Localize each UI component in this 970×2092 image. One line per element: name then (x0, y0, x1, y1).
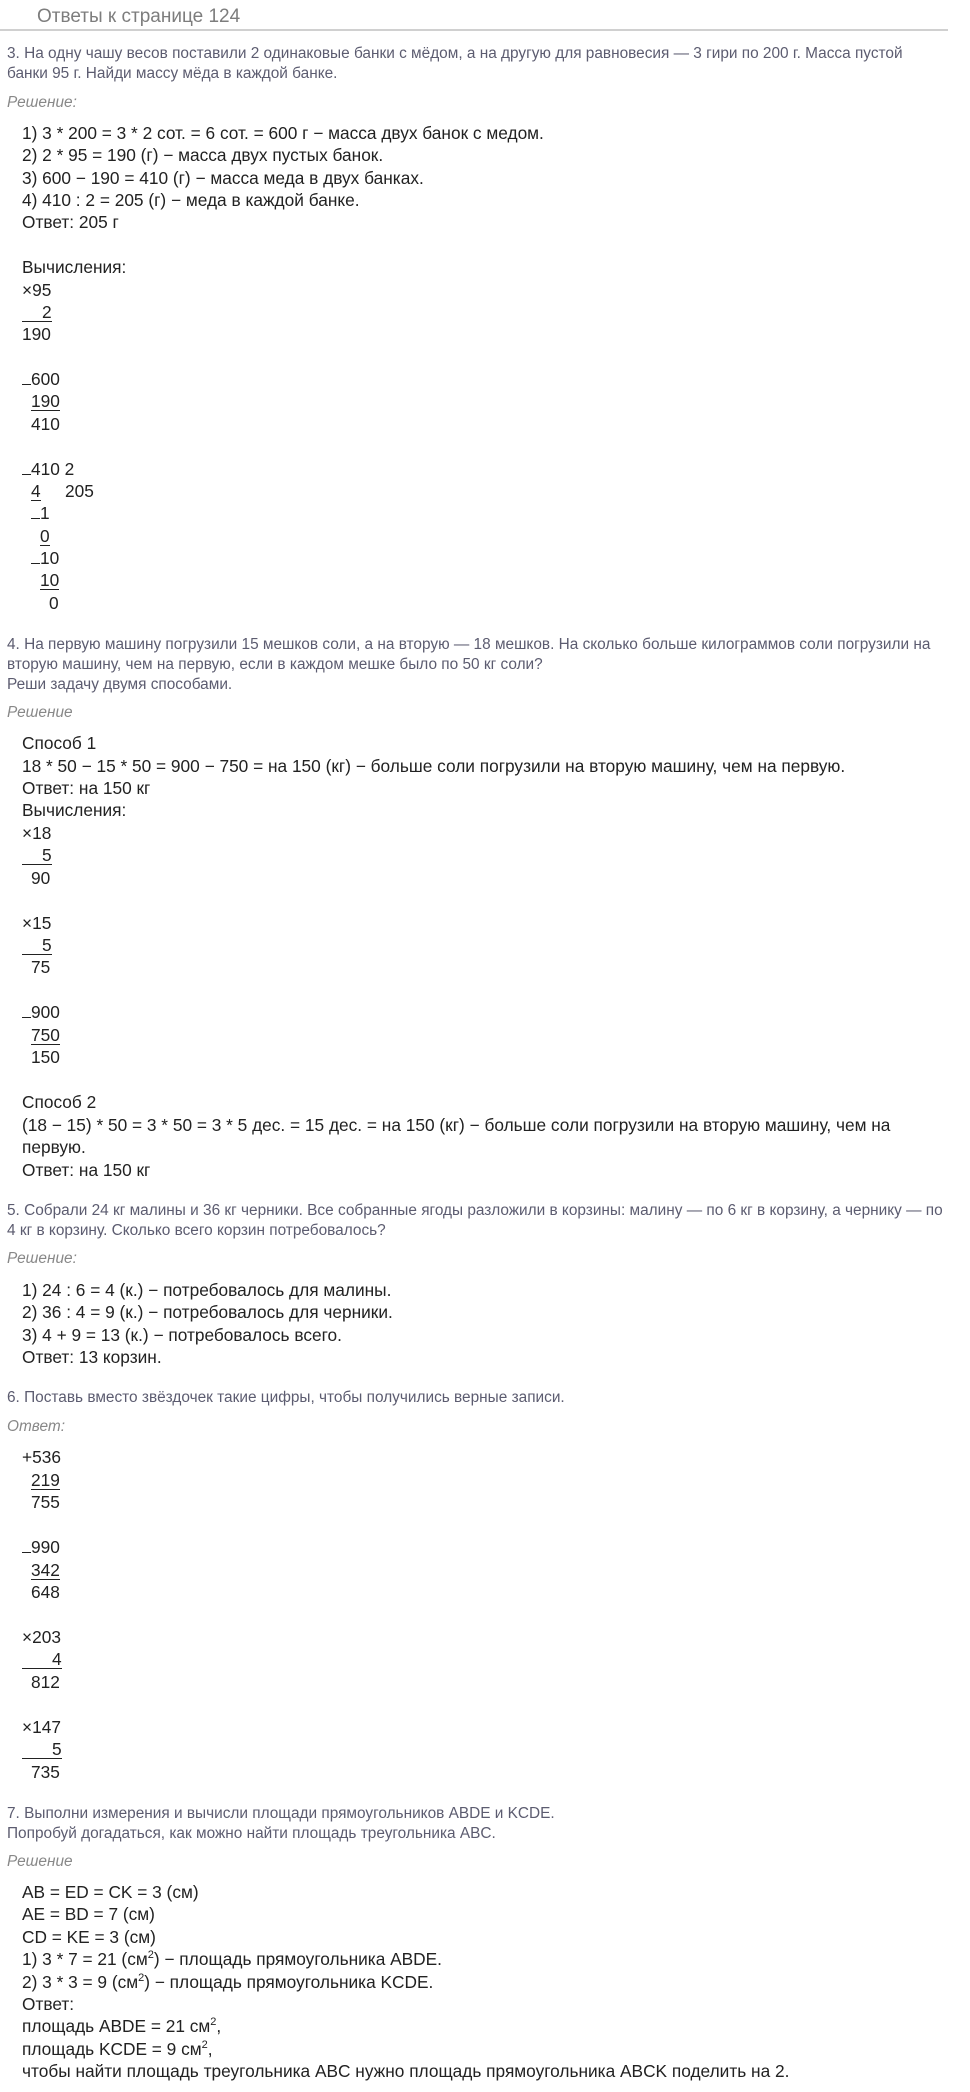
task-3-step-4: 4) 410 : 2 = 205 (г) − меда в каждой банке. (22, 190, 360, 210)
task-3-step-3: 3) 600 − 190 = 410 (г) − масса меда в двух банках. (22, 168, 424, 188)
task-3-sub-minuend: 600 (22, 368, 60, 390)
task-3-div-step-2: 0 (40, 526, 50, 546)
task-4-question: 4. На первую машину погрузили 15 мешков соли, а на вторую — 18 мешков. На сколько больше килограммов соли погрузили на вторую машину, чем на первую, если в каждом мешке было по 50 кг соли? (7, 636, 931, 673)
task-4-way-2-label: Способ 2 (22, 1092, 97, 1112)
task-4-calc-label: Вычисления: (22, 800, 127, 820)
task-4-mul-1-operand-2: 5 (22, 844, 52, 866)
task-3-div-step-1: 4 (31, 481, 41, 501)
task-6-mul-2-result: 735 (31, 1762, 60, 1782)
task-3-div-quotient: 205 (65, 481, 94, 501)
task-4-instruction: Реши задачу двумя способами. (7, 676, 233, 693)
task-5-step-2: 2) 36 : 4 = 9 (к.) − потребовалось для черники. (22, 1302, 393, 1322)
task-7-measure-3: CD = KE = 3 (см) (22, 1927, 156, 1947)
task-4-mul-1-operand-1: ×18 (22, 823, 52, 843)
task-7-question: 7. Выполни измерения и вычисли площади прямоугольников ABDE и KCDE. (7, 1805, 555, 1822)
task-4-way-1-label: Способ 1 (22, 733, 97, 753)
task-7-step-2: 2) 3 * 3 = 9 $(см^2)$ − площадь прямоугольника KCDE. (22, 1972, 434, 1992)
task-7-answer-2: площадь KCDE = 9 $см^2$, (22, 2039, 213, 2059)
task-3-mul-operand-1: ×95 (22, 280, 52, 300)
task-6-mul-2-operand-2: 5 (22, 1738, 62, 1760)
task-3-solution-label: Решение: (7, 94, 77, 111)
page-title: Ответы к странице 124 (37, 6, 241, 27)
task-3-mul-result: 190 (22, 324, 51, 344)
task-7-answer-3: чтобы найти площадь треугольника ABC нужно площадь прямоугольника ABCK поделить на 2. (22, 2061, 790, 2081)
task-4-mul-2-result: 75 (31, 957, 51, 977)
task-5-step-1: 1) 24 : 6 = 4 (к.) − потребовалось для малины. (22, 1280, 392, 1300)
task-7-answer-label: Ответ: (22, 1994, 75, 2014)
task-6-add-operand-1: +536 (22, 1447, 61, 1467)
task-7-measure-1: AB = ED = CK = 3 (см) (22, 1882, 199, 1902)
task-6-add-operand-2: 219 (31, 1470, 60, 1490)
task-5-step-3: 3) 4 + 9 = 13 (к.) − потребовалось всего. (22, 1325, 342, 1345)
task-7-solution-label: Решение (7, 1853, 73, 1870)
task-6-mul-1-operand-2: 4 (22, 1648, 62, 1670)
task-6-mul-1-result: 812 (31, 1672, 60, 1692)
task-4-solution-label: Решение (7, 704, 73, 721)
task-4-sub-subtrahend: 750 (31, 1025, 60, 1045)
task-4-sub-result: 150 (31, 1047, 60, 1067)
task-3-div-remainder-1: 1 (31, 502, 50, 524)
task-3-answer: Ответ: 205 г (22, 212, 119, 232)
task-4-way-1-step: 18 * 50 − 15 * 50 = 900 − 750 = на 150 (кг) − больше соли погрузили на вторую машину, чем на первую. (22, 756, 846, 776)
task-4-way-1-answer: Ответ: на 150 кг (22, 778, 151, 798)
task-7-hint: Попробуй догадаться, как можно найти площадь треугольника ABC. (7, 1825, 496, 1842)
task-4-way-2-step-line-1: (18 − 15) * 50 = 3 * 50 = 3 * 5 дес. = 15 дес. = на 150 (кг) − больше соли погрузили на вторую машину, чем на (22, 1115, 891, 1135)
task-3-step-2: 2) 2 * 95 = 190 (г) − масса двух пустых банок. (22, 145, 384, 165)
task-6-sub-result: 648 (31, 1582, 60, 1602)
task-4-mul-1-result: 90 (31, 868, 51, 888)
task-3-div-dividend: 410 2 (22, 458, 74, 480)
task-7-step-1: 1) 3 * 7 = 21 $(см^2)$ − площадь прямоугольника ABDE. (22, 1949, 442, 1969)
task-3-question: 3. На одну чашу весов поставили 2 одинаковые банки с мёдом, а на другую для равновесия — 3 гири по 200 г. Масса пустой банки 95 г. Найди массу мёда в каждой банке. (7, 45, 903, 82)
task-4-way-2-step-line-2: первую. (22, 1137, 86, 1157)
task-5-answer: Ответ: 13 корзин. (22, 1347, 162, 1367)
task-4-sub-minuend: 900 (22, 1001, 60, 1023)
task-6-answer-label: Ответ: (7, 1418, 65, 1435)
task-4-mul-2-operand-2: 5 (22, 934, 52, 956)
task-3-div-step-3: 10 (40, 570, 60, 590)
task-4-way-2-answer: Ответ: на 150 кг (22, 1160, 151, 1180)
task-3-div-remainder-3: 0 (49, 593, 59, 613)
task-6-question: 6. Поставь вместо звёздочек такие цифры, чтобы получились верные записи. (7, 1389, 565, 1406)
task-5-solution-label: Решение: (7, 1250, 77, 1267)
task-3-sub-result: 410 (31, 414, 60, 434)
task-6-add-result: 755 (31, 1492, 60, 1512)
task-3-step-1: 1) 3 * 200 = 3 * 2 сот. = 6 сот. = 600 г − масса двух банок с медом. (22, 123, 544, 143)
task-3-div-remainder-2: 10 (31, 547, 59, 569)
page-header (0, 0, 948, 31)
task-6-mul-2-operand-1: ×147 (22, 1717, 61, 1737)
task-3-mul-operand-2: 2 (22, 301, 52, 323)
task-3-sub-subtrahend: 190 (31, 391, 60, 411)
task-3-calc-label: Вычисления: (22, 257, 127, 277)
task-6-sub-subtrahend: 342 (31, 1560, 60, 1580)
task-7-answer-1: площадь ABDE = 21 $см^2$, (22, 2016, 222, 2036)
task-4-mul-2-operand-1: ×15 (22, 913, 52, 933)
task-6-mul-1-operand-1: ×203 (22, 1627, 61, 1647)
task-6-sub-minuend: 990 (22, 1536, 60, 1558)
task-5-question: 5. Собрали 24 кг малины и 36 кг черники. Все собранные ягоды разложили в корзины: малину — по 6 кг в корзину, а чернику — по 4 кг в корзину. Сколько всего корзин потребовалось? (7, 1202, 943, 1239)
task-7-measure-2: AE = BD = 7 (см) (22, 1904, 155, 1924)
